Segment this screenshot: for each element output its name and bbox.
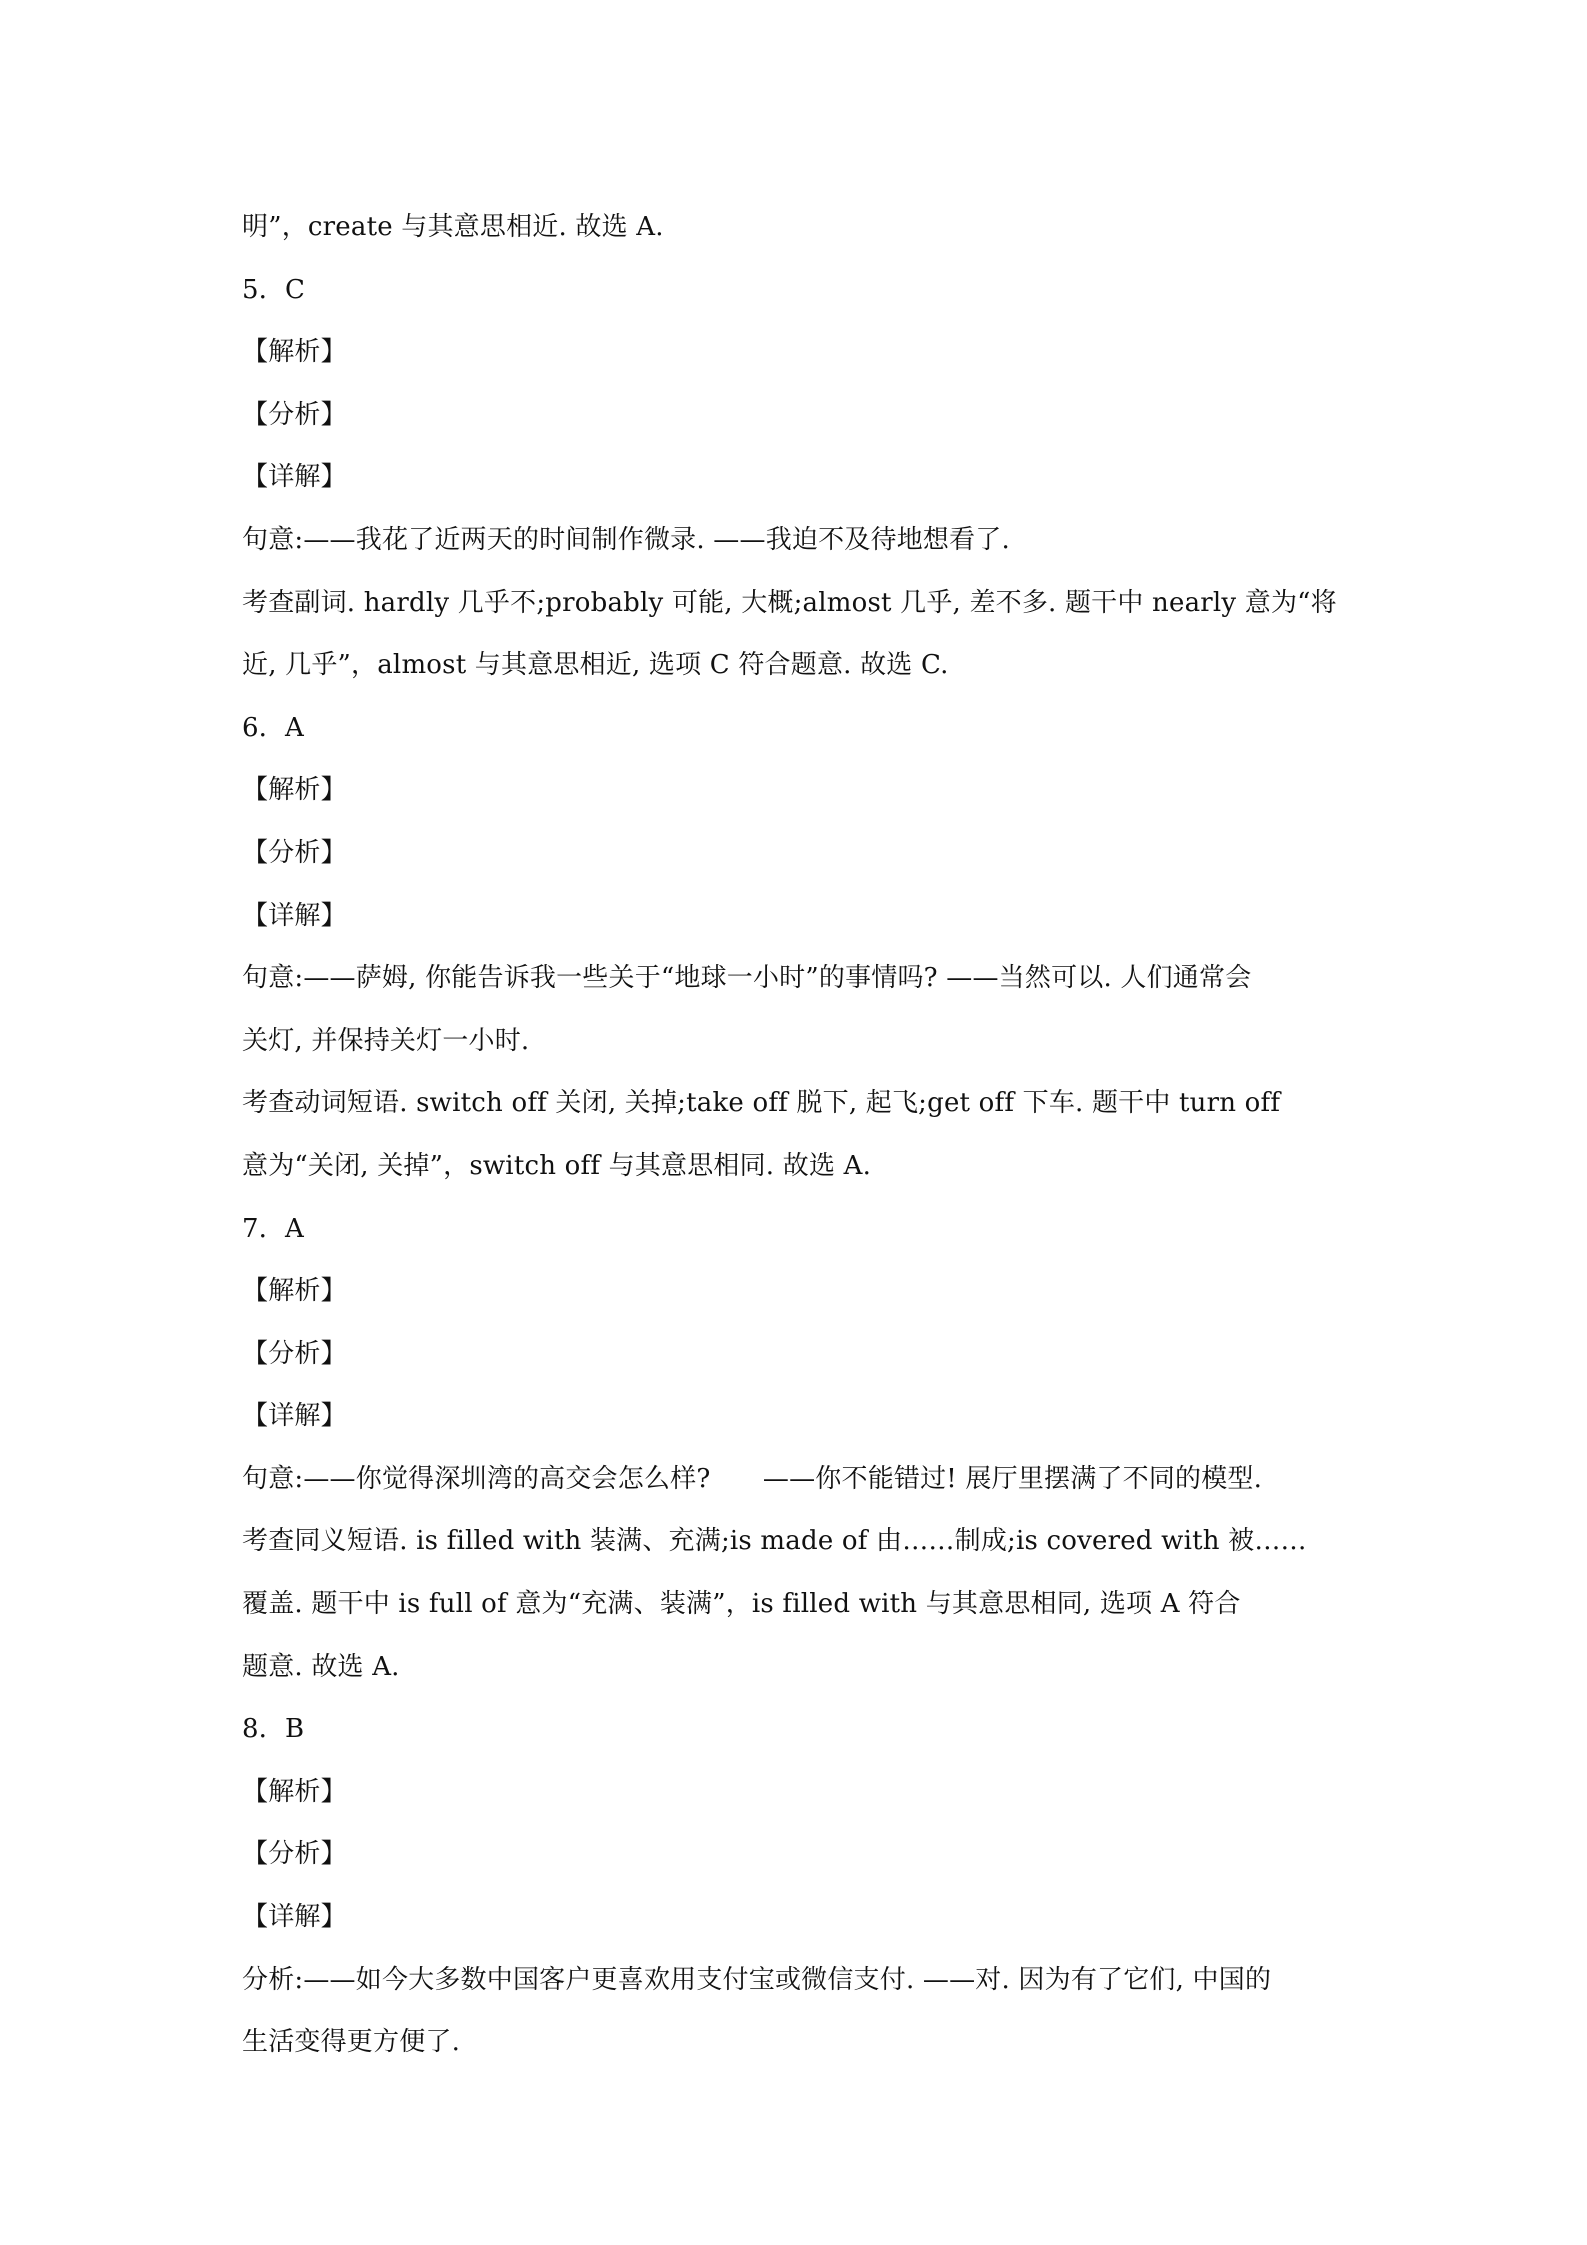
section-heading-detail: 【详解】 bbox=[242, 1401, 347, 1432]
document-page bbox=[242, 196, 1362, 2074]
answer-number: 6．A bbox=[242, 712, 304, 743]
section-heading-detail: 【详解】 bbox=[242, 900, 347, 931]
text-line: 句意:——你觉得深圳湾的高交会怎么样? ——你不能错过! 展厅里摆满了不同的模型. bbox=[242, 1463, 1263, 1494]
section-heading-analysis: 【解析】 bbox=[242, 1276, 347, 1307]
section-heading-breakdown: 【分析】 bbox=[242, 1338, 347, 1369]
section-heading-breakdown: 【分析】 bbox=[242, 1839, 347, 1870]
answer-number: 8．B bbox=[242, 1714, 305, 1745]
text-line: 生活变得更方便了. bbox=[242, 2027, 461, 2058]
text-line: 句意:——我花了近两天的时间制作微录. ——我迫不及待地想看了. bbox=[242, 524, 1010, 555]
section-heading-breakdown: 【分析】 bbox=[242, 399, 347, 430]
answer-number: 7．A bbox=[242, 1213, 304, 1244]
section-heading-analysis: 【解析】 bbox=[242, 775, 347, 806]
answer-number: 5．C bbox=[242, 274, 306, 305]
section-heading-breakdown: 【分析】 bbox=[242, 837, 347, 868]
text-line: 句意:——萨姆, 你能告诉我一些关于“地球一小时”的事情吗? ——当然可以. 人们通常会 bbox=[242, 963, 1252, 994]
text-line: 明”，create 与其意思相近. 故选 A. bbox=[242, 212, 664, 242]
section-heading-analysis: 【解析】 bbox=[242, 1776, 347, 1807]
section-heading-detail: 【详解】 bbox=[242, 462, 347, 493]
text-line: 分析:——如今大多数中国客户更喜欢用支付宝或微信支付. ——对. 因为有了它们, 中国的 bbox=[242, 1964, 1272, 1995]
text-line: 题意. 故选 A. bbox=[242, 1651, 400, 1682]
text-line: 意为“关闭, 关掉”，switch off 与其意思相同. 故选 A. bbox=[242, 1150, 872, 1181]
text-line: 近, 几乎”，almost 与其意思相近, 选项 C 符合题意. 故选 C. bbox=[242, 650, 949, 681]
text-line: 考查动词短语. switch off 关闭, 关掉;take off 脱下, 起飞;get off 下车. 题干中 turn off bbox=[242, 1088, 1281, 1119]
section-heading-detail: 【详解】 bbox=[242, 1902, 347, 1933]
section-heading-analysis: 【解析】 bbox=[242, 337, 347, 368]
text-line: 考查同义短语. is filled with 装满、充满;is made of 由……制成;is covered with 被…… bbox=[242, 1526, 1307, 1557]
text-line: 考查副词. hardly 几乎不;probably 可能, 大概;almost 几乎, 差不多. 题干中 nearly 意为“将 bbox=[242, 587, 1337, 618]
text-line: 覆盖. 题干中 is full of 意为“充满、装满”，is filled with 与其意思相同, 选项 A 符合 bbox=[242, 1589, 1241, 1620]
text-line: 关灯, 并保持关灯一小时. bbox=[242, 1025, 530, 1056]
